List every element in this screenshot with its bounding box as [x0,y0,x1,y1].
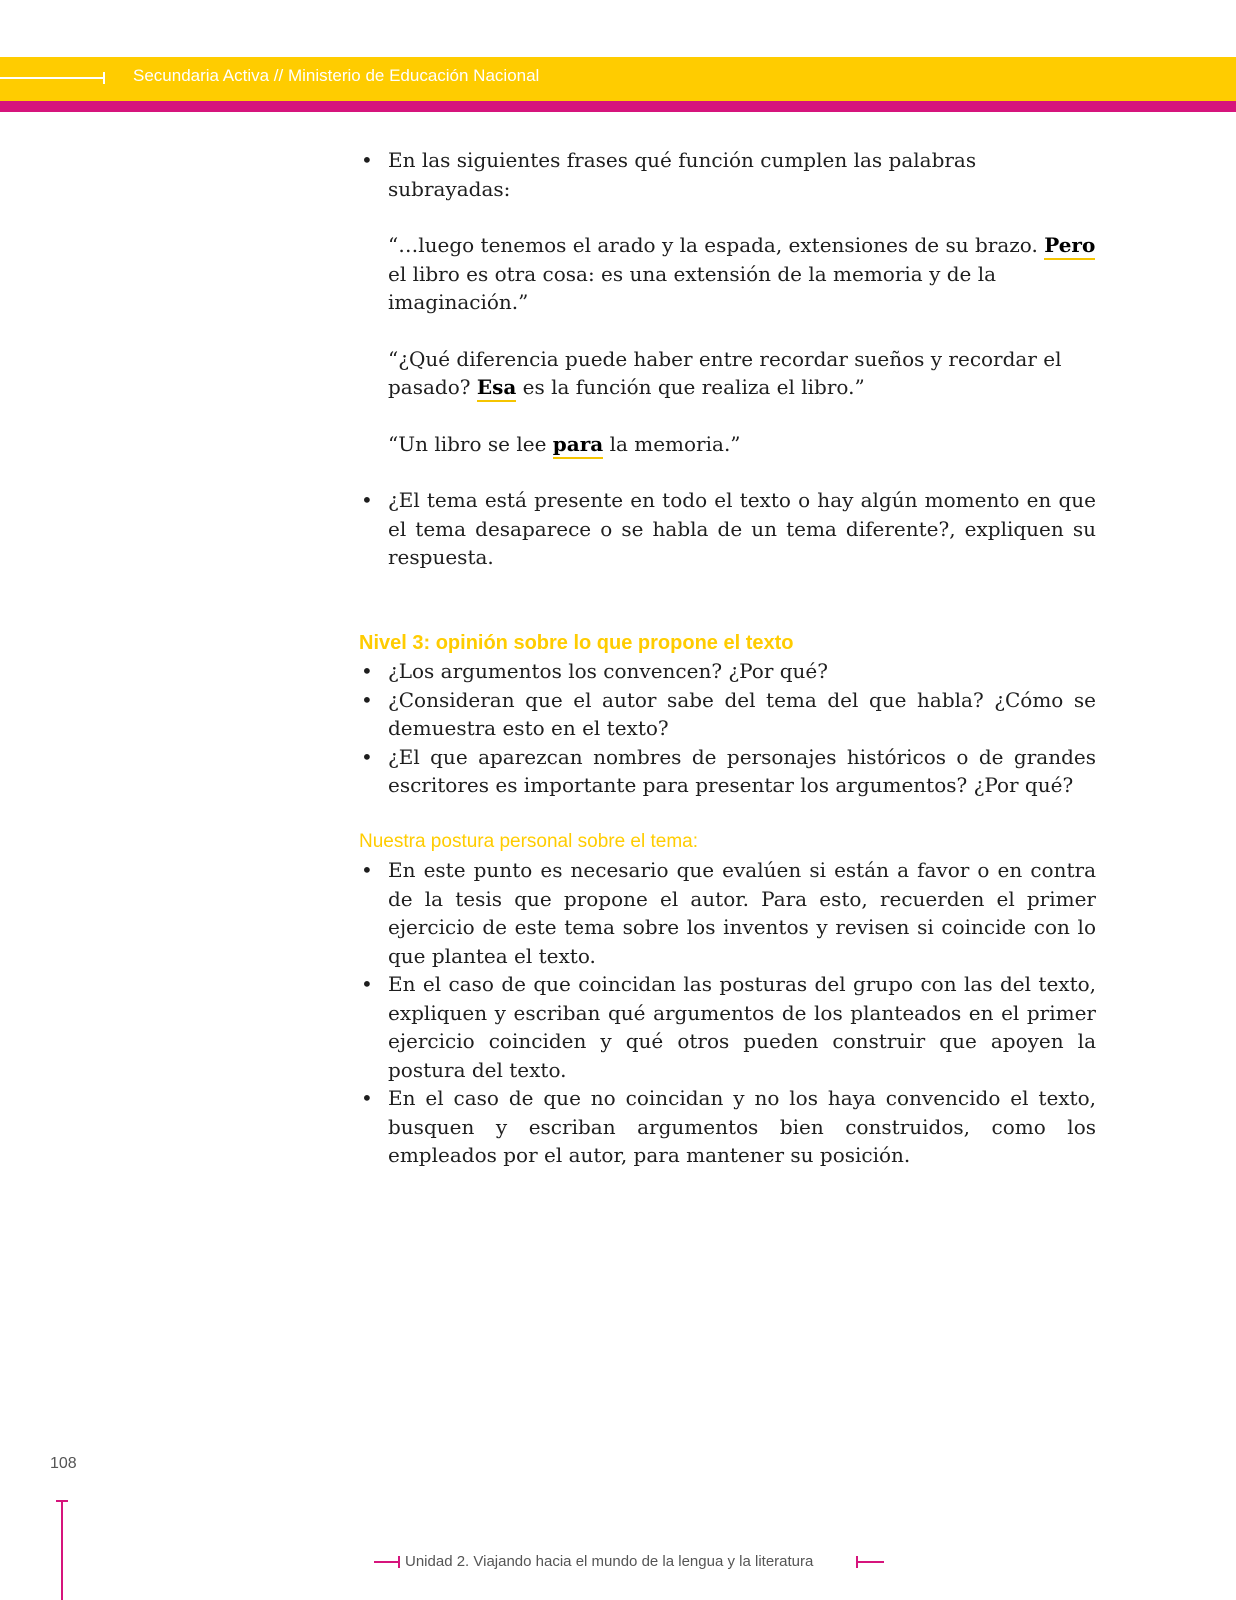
postura-item [359,1084,1096,1170]
postura-item-text: En el caso de que coincidan las posturas del grupo con las del texto, expliquen y escriban qué argumentos de los planteados en el primer ejercicio coinciden y qué otros pueden construir que apoyen la postura del texto. [388,972,1096,1082]
nivel3-item [359,743,1096,800]
bullet-dot: • [361,659,373,683]
bullet-dot: • [361,858,373,882]
bullet-dot: • [361,488,373,512]
header-rule [0,77,104,79]
footer-rule-right-tick [856,1556,858,1568]
postura-heading: Nuestra postura personal sobre el tema: [359,830,699,852]
nivel3-item [359,657,1096,686]
theme-bullet [359,486,1096,572]
header-accent-stripe [0,101,1236,112]
underlined-word-pero: Pero [1044,233,1095,260]
quote-1 [359,231,1096,317]
nivel3-heading: Nivel 3: opinión sobre lo que propone el texto [359,631,794,654]
nivel3-item-text: ¿El que aparezcan nombres de personajes históricos o de grandes escritores es importante para presentar los argumentos? ¿Por qué? [388,744,1096,797]
nivel3-item-text: ¿Consideran que el autor sabe del tema del que habla? ¿Cómo se demuestra esto en el texto? [388,687,1096,740]
bullet-dot: • [361,1086,373,1110]
quote-1-before: “…luego tenemos el arado y la espada, extensiones de su brazo. [388,233,1045,257]
footer-margin-line [61,1500,63,1600]
intro-bullet-text: En las siguientes frases qué función cumplen las palabras subrayadas: [388,148,977,201]
quote-2 [359,345,1096,402]
postura-item [359,970,1096,1084]
postura-item-text: En el caso de que no coincidan y no los haya convencido el texto, busquen y escriban argumentos bien construidos, como los empleados por el autor, para mantener su posición. [388,1086,1096,1167]
page-content [359,146,1096,1170]
footer-unit-label: Unidad 2. [405,1553,470,1570]
underlined-word-esa: Esa [477,375,516,402]
quote-3 [359,430,1096,459]
nivel3-item [359,686,1096,743]
bullet-dot: • [361,972,373,996]
intro-bullet [359,146,1096,203]
postura-item-text: En este punto es necesario que evalúen si están a favor o en contra de la tesis que propone el autor. Para esto, recuerden el primer ejercicio de este tema sobre los inventos y revisen si coincide con lo que plantea el texto. [388,858,1096,968]
underlined-word-para: para [553,432,603,459]
header-title: Secundaria Activa // Ministerio de Educación Nacional [133,66,540,85]
page-number: 108 [50,1455,77,1472]
footer-rule-right [856,1561,884,1563]
bullet-dot: • [361,148,373,172]
footer-unit [405,1553,813,1570]
bullet-dot: • [361,744,373,769]
footer-rule-left [374,1561,400,1563]
postura-item [359,856,1096,970]
bullet-dot: • [361,687,373,712]
quote-3-before: “Un libro se lee [388,431,553,456]
footer-unit-title: Viajando hacia el mundo de la lengua y la literatura [469,1553,814,1570]
quote-2-before: “¿Qué diferencia puede haber entre recordar sueños y recordar el pasado? [388,346,1062,399]
footer-rule-left-tick [398,1556,400,1568]
theme-bullet-text: ¿El tema está presente en todo el texto o hay algún momento en que el tema desaparece o se habla de un tema diferente?, expliquen su respuesta. [388,488,1096,569]
nivel3-item-text: ¿Los argumentos los convencen? ¿Por qué? [388,659,828,683]
quote-3-after: la memoria.” [603,431,741,456]
header-rule-tick [103,72,105,84]
quote-1-after: el libro es otra cosa: es una extensión de la memoria y de la imaginación.” [388,261,997,314]
quote-2-after: es la función que realiza el libro.” [516,375,865,399]
